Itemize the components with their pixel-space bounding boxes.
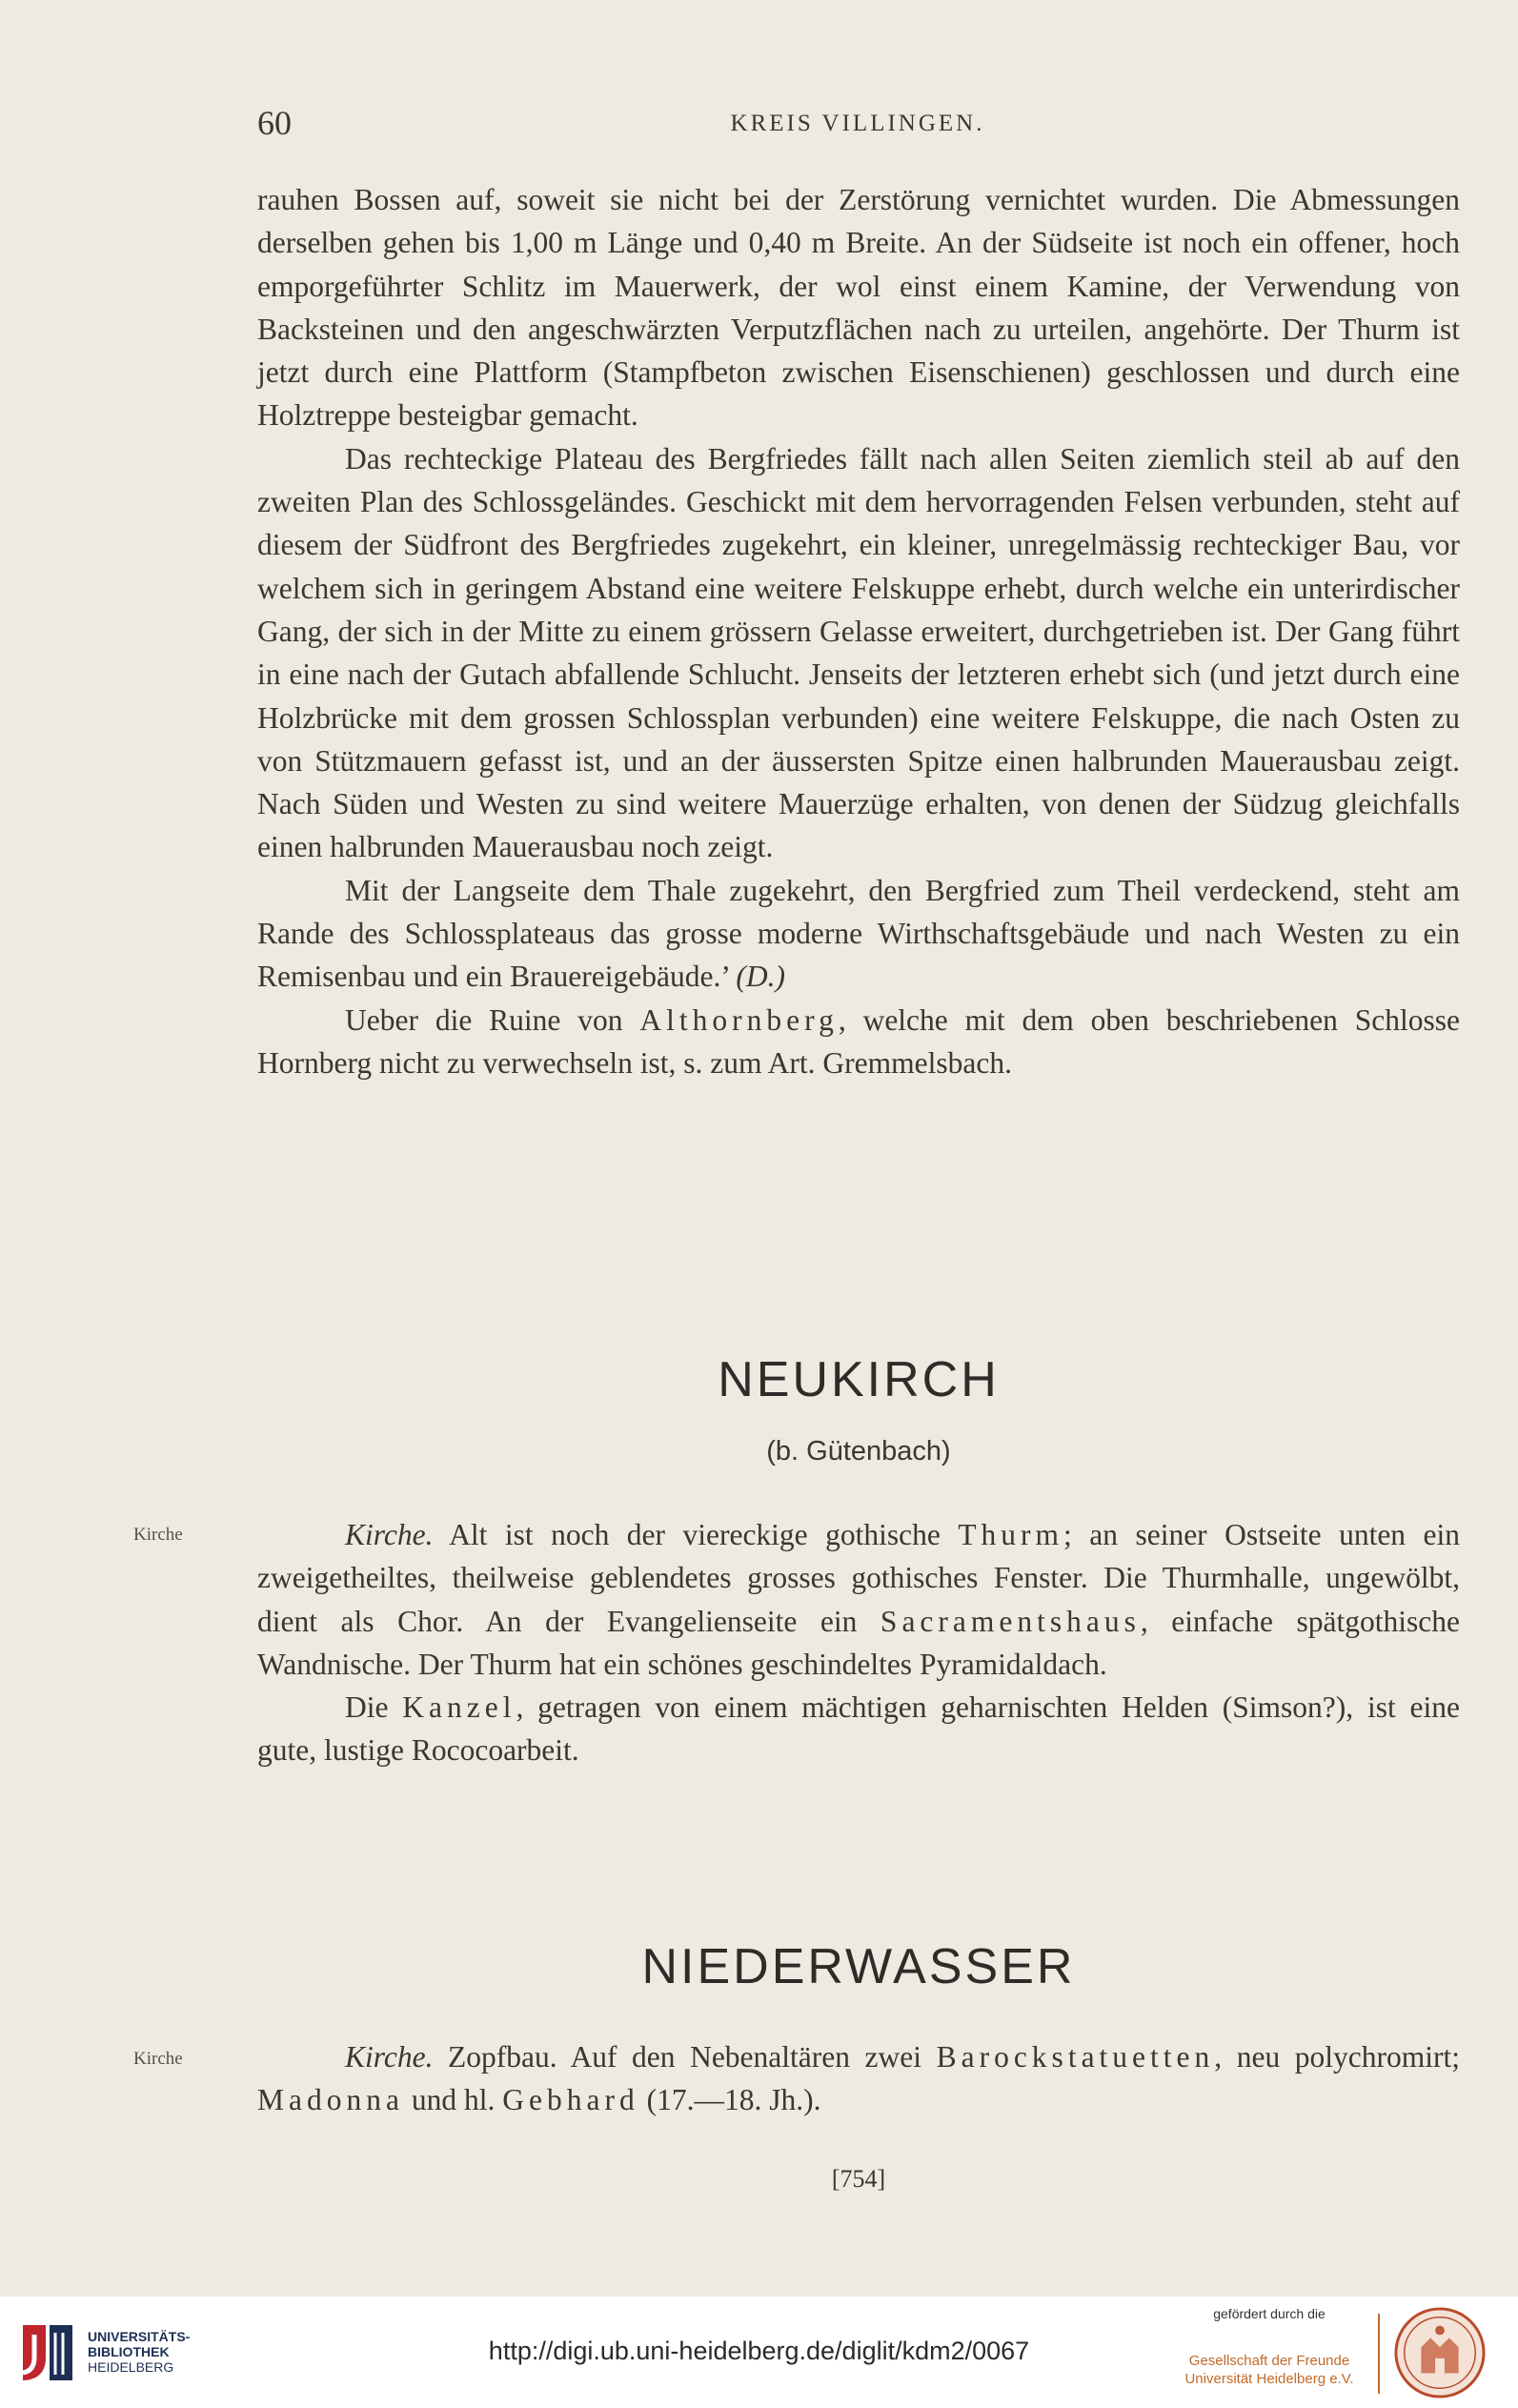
section-subtitle-neukirch: (b. Gütenbach)	[766, 1436, 951, 1467]
page-number: 60	[257, 104, 292, 142]
text-run: , einfache spätgothische Wandnische. Der Thurm hat ein schönes geschindeltes Pyramidaldach.	[257, 1604, 1460, 1681]
text-run: Ueber die Ruine von	[345, 1002, 640, 1037]
paragraph	[257, 869, 1460, 999]
paragraph	[257, 437, 1460, 869]
footer-bar	[0, 2297, 1518, 2408]
sponsor-name	[1174, 2352, 1365, 2388]
margin-note-kirche: Kirche	[133, 1525, 183, 1545]
text-run: Zopfbau. Auf den Nebenaltären zwei	[433, 2040, 937, 2074]
section-title-neukirch: NEUKIRCH	[718, 1352, 1000, 1407]
text-run: Die	[345, 1690, 403, 1725]
sponsor-line: Universität Heidelberg e.V.	[1184, 2371, 1354, 2387]
margin-note-kirche: Kirche	[133, 2049, 183, 2069]
sponsor-caption: gefördert durch die	[1213, 2306, 1326, 2321]
text-run: Mit der Langseite dem Thale zugekehrt, den Bergfried zum Theil verdeckend, steht am Rande des Schlossplateaus das grosse moderne Wirthschaftsgebäude und nach Westen zu ein Remisenbau und ein Brauereigebäude.’	[257, 873, 1460, 994]
running-title: KREIS VILLINGEN.	[730, 111, 985, 136]
footer-divider	[1378, 2314, 1380, 2394]
spaced-text: Gebhard	[502, 2083, 639, 2117]
text-run: (17.—18. Jh.).	[638, 2083, 821, 2117]
text-run: , welche mit dem oben beschriebenen Schlosse Hornberg nicht zu verwechseln ist, s. zum Art. Gremmelsbach.	[257, 1002, 1460, 1080]
neukirch-text	[257, 1513, 1460, 1772]
university-seal-icon	[1393, 2306, 1487, 2399]
signature-mark: [754]	[831, 2165, 886, 2193]
section-title-niederwasser: NIEDERWASSER	[641, 1939, 1076, 1994]
emphasis-text: (D.)	[736, 960, 785, 994]
text-run: Das rechteckige Plateau des Bergfriedes fällt nach allen Seiten ziemlich steil ab auf den zweiten Plan des Schlossgeländes. Geschickt mit dem hervorragenden Felsen verbunden, steht auf diesem der Südfront des Bergfriedes zugekehrt, ein kleiner, unregelmässig rechteckiger Bau, vor welchem sich in geringem Abstand eine weitere Felskuppe erhebt, durch welche ein unterirdischer Gang, der sich in der Mitte zu einem grössern Gelasse erweitert, durchgetrieben ist. Der Gang führt in eine nach der Gutach abfallende Schlucht. Jenseits der letzteren erhebt sich (und jetzt durch eine Holzbrücke mit dem grossen Schlossplan verbunden) eine weitere Felskuppe, die nach Osten zu von Stützmauern gefasst ist, und an der äussersten Spitze einen halbrunden Mauerausbau zeigt. Nach Süden und Westen zu sind weitere Mauerzüge erhalten, von denen der Südzug gleichfalls einen halbrunden Mauerausbau noch zeigt.	[257, 441, 1460, 864]
text-run: , neu polychromirt;	[1214, 2040, 1460, 2074]
library-line: BIBLIOTHEK	[88, 2344, 170, 2359]
niederwasser-text	[257, 2035, 1460, 2122]
text-run: rauhen Bossen auf, soweit sie nicht bei der Zerstörung vernichtet wurden. Die Abmessungen derselben gehen bis 1,00 m Länge und 0,40 m Breite. An der Südseite ist noch ein offener, hoch emporgeführter Schlitz im Mauerwerk, der wol einst einem Kamine, der Verwendung von Backsteinen und den angeschwärzten Verputzflächen nach zu urteilen, angehörte. Der Thurm ist jetzt durch eine Plattform (Stampfbeton zwischen Eisenschienen) geschlossen und durch eine Holztreppe besteigbar gemacht.	[257, 183, 1460, 433]
body-text	[257, 178, 1460, 1084]
text-run: , getragen von einem mächtigen geharnischten Helden (Simson?), ist eine gute, lustige Rococoarbeit.	[257, 1690, 1460, 1768]
spaced-text: Madonna	[257, 2083, 404, 2117]
text-run: ; an seiner Ostseite unten ein zweigetheiltes, theilweise geblendetes grosses gothisches Fenster. Die Thurmhalle, ungewölbt, dient als Chor. An der Evangelienseite ein	[257, 1518, 1460, 1638]
paragraph	[257, 2035, 1460, 2122]
text-run: Alt ist noch der viereckige gothische	[433, 1518, 959, 1551]
sponsor-line: Gesellschaft der Freunde	[1188, 2353, 1350, 2369]
spaced-text: Thurm	[958, 1518, 1064, 1551]
library-line: HEIDELBERG	[88, 2359, 174, 2375]
paragraph	[257, 1686, 1460, 1772]
emphasis-text: Kirche.	[345, 2040, 434, 2074]
paragraph	[257, 178, 1460, 437]
running-head	[257, 103, 1458, 141]
spaced-text: Althornberg	[639, 1002, 839, 1037]
paragraph	[257, 999, 1460, 1085]
spaced-text: Kanzel	[402, 1690, 516, 1725]
emphasis-text: Kirche.	[345, 1518, 434, 1551]
library-line: UNIVERSITÄTS-	[88, 2329, 191, 2344]
paragraph	[257, 1513, 1460, 1686]
spaced-text: Sacramentshaus	[880, 1604, 1141, 1638]
permalink-url[interactable]: http://digi.ub.uni-heidelberg.de/diglit/kdm2/0067	[488, 2337, 1030, 2365]
text-run: und hl.	[403, 2083, 503, 2117]
spaced-text: Barockstatuetten	[936, 2040, 1215, 2074]
